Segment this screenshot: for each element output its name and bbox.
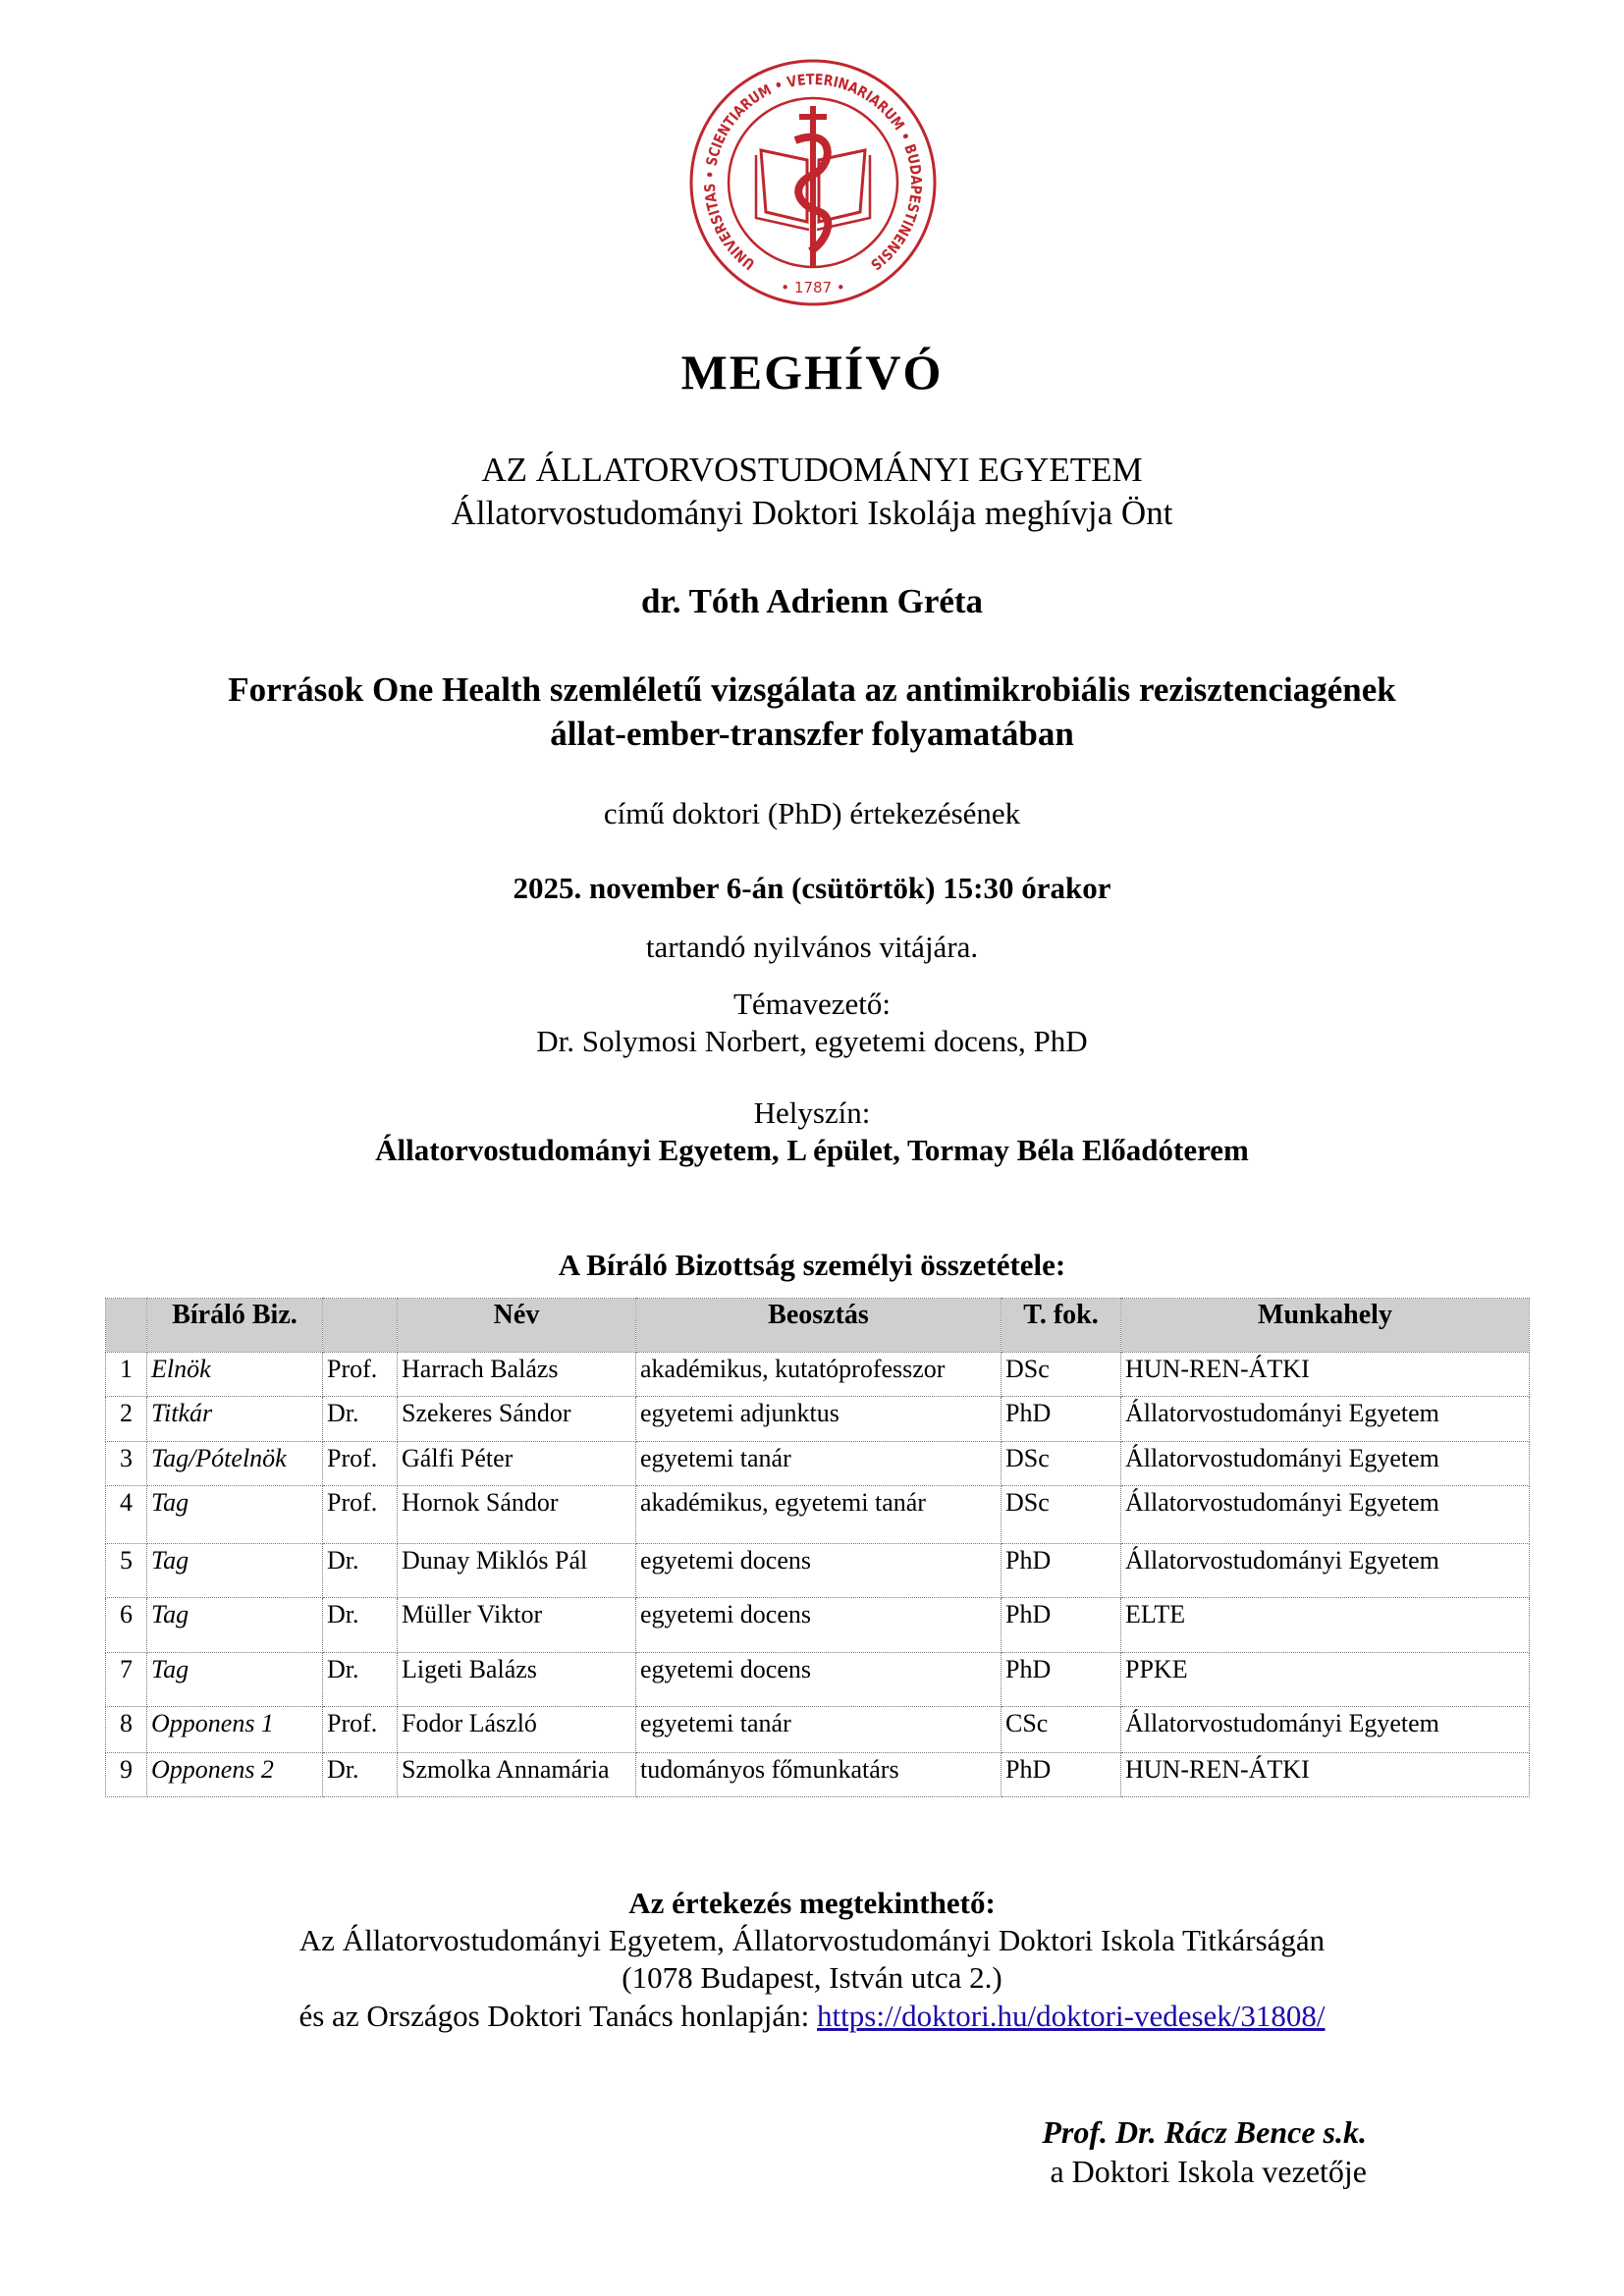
table-cell: Tag (147, 1486, 323, 1544)
table-cell: Állatorvostudományi Egyetem (1121, 1486, 1530, 1544)
public-defense-text: tartandó nyilvános vitájára. (645, 930, 979, 964)
supervisor: Dr. Solymosi Norbert, egyetemi docens, PhD (536, 1024, 1088, 1058)
column-header (323, 1299, 398, 1353)
table-cell: Dr. (323, 1753, 398, 1797)
table-cell: 4 (106, 1486, 147, 1544)
viewing-line-3-prefix: és az Országos Doktori Tanács honlapján: (298, 1999, 818, 2033)
table-cell: akadémikus, egyetemi tanár (636, 1486, 1001, 1544)
location: Állatorvostudományi Egyetem, L épület, Tormay Béla Előadóterem (375, 1133, 1249, 1167)
table-cell: HUN-REN-ÁTKI (1121, 1753, 1530, 1797)
table-cell: egyetemi docens (636, 1544, 1001, 1598)
table-row (106, 1353, 1530, 1397)
table-cell: egyetemi docens (636, 1653, 1001, 1707)
table-cell: 9 (106, 1753, 147, 1797)
table-cell: Harrach Balázs (398, 1353, 636, 1397)
table-cell: PhD (1001, 1397, 1121, 1442)
table-cell: Dr. (323, 1598, 398, 1653)
table-cell: egyetemi tanár (636, 1442, 1001, 1486)
table-cell: Prof. (323, 1442, 398, 1486)
table-cell: Prof. (323, 1707, 398, 1753)
table-cell: 5 (106, 1544, 147, 1598)
table-cell: 3 (106, 1442, 147, 1486)
table-cell: ELTE (1121, 1598, 1530, 1653)
table-cell: Szekeres Sándor (398, 1397, 636, 1442)
table-cell: Opponens 2 (147, 1753, 323, 1797)
supervisor-label: Témavezető: (732, 987, 892, 1021)
table-cell: Gálfi Péter (398, 1442, 636, 1486)
viewing-line-2: (1078 Budapest, István utca 2.) (622, 1960, 1002, 1995)
column-header: Név (398, 1299, 636, 1353)
table-header-row (106, 1299, 1530, 1353)
table-cell: Állatorvostudományi Egyetem (1121, 1397, 1530, 1442)
table-cell: Dr. (323, 1397, 398, 1442)
table-row (106, 1544, 1530, 1598)
table-cell: Szmolka Annamária (398, 1753, 636, 1797)
column-header: Bíráló Biz. (147, 1299, 323, 1353)
intro-line-2: Állatorvostudományi Doktori Iskolája meghívja Önt (451, 494, 1173, 532)
table-cell: Prof. (323, 1353, 398, 1397)
table-row (106, 1486, 1530, 1544)
viewing-label: Az értekezés megtekinthető: (628, 1886, 996, 1920)
thesis-type: című doktori (PhD) értekezésének (603, 796, 1021, 830)
university-seal-logo (687, 57, 939, 308)
column-header: Beosztás (636, 1299, 1001, 1353)
table-cell: PhD (1001, 1753, 1121, 1797)
table-cell: egyetemi adjunktus (636, 1397, 1001, 1442)
table-cell: 8 (106, 1707, 147, 1753)
table-cell: DSc (1001, 1486, 1121, 1544)
table-cell: 7 (106, 1653, 147, 1707)
table-cell: PhD (1001, 1544, 1121, 1598)
table-cell: Tag (147, 1544, 323, 1598)
table-cell: PPKE (1121, 1653, 1530, 1707)
table-cell: egyetemi tanár (636, 1707, 1001, 1753)
signature-title: a Doktori Iskola vezetője (1050, 2154, 1367, 2189)
location-label: Helyszín: (753, 1095, 871, 1130)
signature-name: Prof. Dr. Rácz Bence s.k. (1042, 2114, 1367, 2150)
table-cell: 6 (106, 1598, 147, 1653)
column-header (106, 1299, 147, 1353)
table-cell: Tag (147, 1598, 323, 1653)
table-cell: Állatorvostudományi Egyetem (1121, 1442, 1530, 1486)
committee-title: A Bíráló Bizottság személyi összetétele: (558, 1248, 1066, 1282)
table-cell: Titkár (147, 1397, 323, 1442)
table-cell: 2 (106, 1397, 147, 1442)
table-cell: PhD (1001, 1598, 1121, 1653)
column-header: T. fok. (1001, 1299, 1121, 1353)
table-cell: Müller Viktor (398, 1598, 636, 1653)
table-cell: DSc (1001, 1353, 1121, 1397)
table-cell: Dr. (323, 1653, 398, 1707)
defense-datetime: 2025. november 6-án (csütörtök) 15:30 órakor (513, 871, 1111, 905)
table-cell: Prof. (323, 1486, 398, 1544)
committee-table (105, 1298, 1530, 1797)
thesis-title-line-1: Források One Health szemléletű vizsgálata az antimikrobiális rezisztenciagének (228, 670, 1396, 709)
table-cell: Dr. (323, 1544, 398, 1598)
doktori-link[interactable]: https://doktori.hu/doktori-vedesek/31808/ (817, 1999, 1326, 2033)
table-cell: 1 (106, 1353, 147, 1397)
invitation-heading: MEGHÍVÓ (680, 345, 944, 400)
table-cell: Hornok Sándor (398, 1486, 636, 1544)
table-row (106, 1653, 1530, 1707)
candidate-name: dr. Tóth Adrienn Gréta (640, 582, 984, 620)
table-cell: tudományos főmunkatárs (636, 1753, 1001, 1797)
table-cell: Tag/Pótelnök (147, 1442, 323, 1486)
svg-text:UNIVERSITAS • SCIENTIARUM • VE: UNIVERSITAS • SCIENTIARUM • VETERINARIARUM • BUDAPESTINENSIS (700, 70, 926, 275)
viewing-line-3 (0, 2000, 1624, 2033)
table-row (106, 1442, 1530, 1486)
table-cell: DSc (1001, 1442, 1121, 1486)
thesis-title-line-2: állat-ember-transzfer folyamatában (550, 715, 1074, 753)
intro-line-1: AZ ÁLLATORVOSTUDOMÁNYI EGYETEM (481, 451, 1143, 489)
table-cell: Opponens 1 (147, 1707, 323, 1753)
table-cell: Ligeti Balázs (398, 1653, 636, 1707)
table-row (106, 1598, 1530, 1653)
table-cell: Tag (147, 1653, 323, 1707)
table-row (106, 1707, 1530, 1753)
table-row (106, 1397, 1530, 1442)
table-cell: HUN-REN-ÁTKI (1121, 1353, 1530, 1397)
table-cell: Elnök (147, 1353, 323, 1397)
column-header: Munkahely (1121, 1299, 1530, 1353)
table-cell: Állatorvostudományi Egyetem (1121, 1707, 1530, 1753)
table-cell: egyetemi docens (636, 1598, 1001, 1653)
table-cell: akadémikus, kutatóprofesszor (636, 1353, 1001, 1397)
svg-text:• 1787 •: • 1787 • (781, 279, 845, 296)
table-cell: Fodor László (398, 1707, 636, 1753)
table-cell: Dunay Miklós Pál (398, 1544, 636, 1598)
table-row (106, 1753, 1530, 1797)
table-cell: CSc (1001, 1707, 1121, 1753)
viewing-line-1: Az Állatorvostudományi Egyetem, Állatorvostudományi Doktori Iskola Titkárságán (298, 1923, 1326, 1957)
table-cell: Állatorvostudományi Egyetem (1121, 1544, 1530, 1598)
table-cell: PhD (1001, 1653, 1121, 1707)
